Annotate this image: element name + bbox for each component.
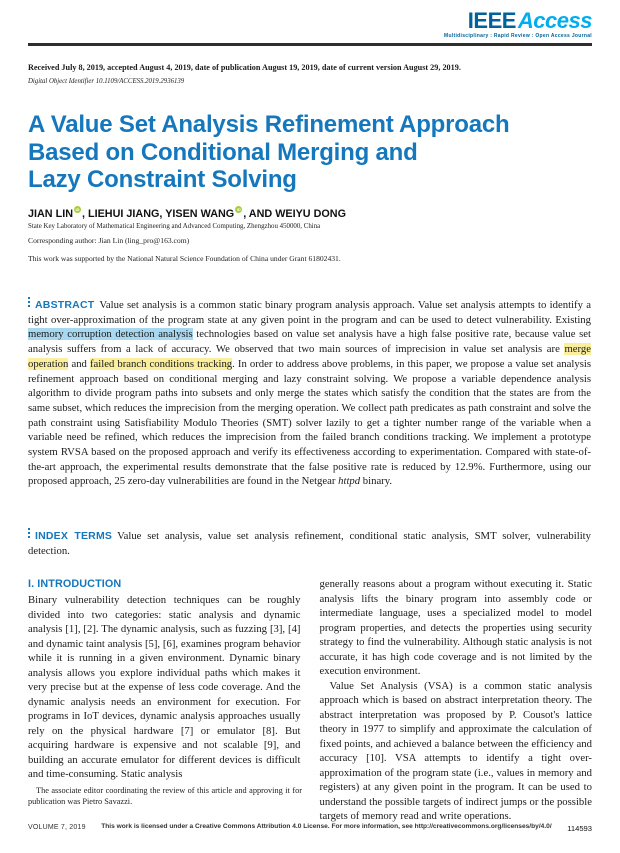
funding-note: This work was supported by the National Natural Science Foundation of China under Grant 61802431. xyxy=(28,254,341,263)
access-logo-text: Access xyxy=(517,8,592,33)
associate-editor-footnote: The associate editor coordinating the review of this article and approving it for publication was Pietro Savazzi. xyxy=(28,786,302,806)
ieee-logo-text: IEEE xyxy=(467,8,516,33)
author-separator: , AND xyxy=(243,208,276,220)
author-name: LIEHUI JIANG xyxy=(88,208,160,220)
index-terms-section xyxy=(28,528,591,558)
orcid-icon: iD xyxy=(75,207,80,212)
right-column xyxy=(320,577,593,824)
journal-tagline: Multidisciplinary : Rapid Review : Open Access Journal xyxy=(444,33,592,39)
author-line xyxy=(28,206,592,220)
title-line-1: A Value Set Analysis Refinement Approach xyxy=(28,111,510,138)
index-terms-text: Value set analysis, value set analysis refinement, conditional static analysis, SMT solver, vulnerability detection. xyxy=(28,530,591,557)
index-terms-label: INDEX TERMS xyxy=(35,530,113,542)
orcid-icon: iD xyxy=(236,207,241,212)
author-separator: , xyxy=(82,208,88,220)
author-name: WEIYU DONG xyxy=(275,208,346,220)
doi-line: Digital Object Identifier 10.1109/ACCESS.2019.2936139 xyxy=(28,78,185,85)
title-line-2: Based on Conditional Merging and xyxy=(28,138,418,166)
article-title xyxy=(28,111,568,194)
abstract-marker-icon xyxy=(28,297,30,309)
received-dates-line: Received July 8, 2019, accepted August 4, 2019, date of publication August 19, 2019, date of current version August 29, 2019. xyxy=(28,63,461,72)
masthead-rule xyxy=(28,43,592,46)
intro-paragraph-right-2: Value Set Analysis (VSA) is a common static analysis approach which is based on abstract interpretation theory. The abstract interpretation was proposed by P. Cousot's lattice theory in 1977 to simplify and approximate the calculation of fixed points, and achieved a balance between the efficiency and accuracy [10]. VSA attempts to identify a tight over-approximation of the program state (i.e., values in memory and registers) at any given point in the program. It can be used to understand the possible targets of indirect jumps or the possible targets of memory read and write operations. xyxy=(319,679,592,822)
title-line-3: Lazy Constraint Solving xyxy=(28,166,297,193)
abstract-label: ABSTRACT xyxy=(35,299,95,311)
index-terms-marker-icon xyxy=(28,528,30,540)
page-number: 114593 xyxy=(567,824,592,833)
license-note: This work is licensed under a Creative Commons Attribution 4.0 License. For more information, see http://creativecommons.org/licenses/by/4.0/ xyxy=(101,823,552,830)
abstract-paragraph xyxy=(28,297,591,489)
author-name: YISEN WANG xyxy=(165,208,235,220)
intro-paragraph-left: Binary vulnerability detection techniques can be roughly divided into two categories: static analysis and dynamic analysis [1], [2]. The dynamic analysis, such as fuzzing [3], [4] and dynamic taint analysis [5], [6], examines program behavior while it is running in a given environment. Dynamic binary analysis allows you explore individual paths which makes it very precise but at the expense of less code coverage. And the dynamic analysis needs an environment for execution. For programs in IoT devices, dynamic analysis approaches usually rely on the physical hardware [7] or emulator [8]. But acquiring hardware is expensive and not scalable [9], and building an accurate emulator for different devices is difficult and time-consuming. Static analysis xyxy=(28,594,301,780)
ieee-access-logo xyxy=(444,9,592,32)
page-footer xyxy=(28,824,592,833)
author-name: JIAN LIN xyxy=(28,208,73,220)
abstract-section xyxy=(28,297,591,489)
section-heading-introduction: I. INTRODUCTION xyxy=(28,578,122,590)
index-terms-paragraph xyxy=(28,528,591,558)
abstract-text: Value set analysis is a common static binary program analysis approach. Value set analysis attempts to identify a tight over-approximation of the program state at any given point in the program and can be used to detect vulnerability. Existing memory corruption detection analysis technologies based on value set analysis have a high false positive rate, because value set analysis suffers from a lack of accuracy. We observed that two main sources of imprecision in value set analysis are merge operation and failed branch conditions tracking. In order to address above problems, in this paper, we propose a value set analysis refinement approach based on conditional merging and lazy constraint solving. We propose a variable dependence analysis algorithm to divide program paths into subsets and only merge the states which satisfy the condition that the states are from the same subset, which reduces the imprecision from the merging operation. We collect path predicates as path constraint and solve the path constraint using Satisfiability Modulo Theories (SMT) solver lazily to get a tighter number range of the variable when a variable need be refined, which reduces the imprecision from the failed branch conditions tracking. We implement a prototype system RVSA based on the proposed approach and verify its effectiveness according to experimentation. Compared with state-of-the-art approach, the experimental results demonstrate that the false positive rate is reduced by 12.9%. Furthermore, using our proposed approach, 25 zero-day vulnerabilities are found in the Netgear httpd binary. xyxy=(28,299,591,488)
author-separator: , xyxy=(159,208,166,220)
intro-paragraph-right-1: generally reasons about a program without executing it. Static analysis lifts the binary program into assembly code or intermediate language, uses a specialized model to model program properties, and detects the properties using security strategy to find the vulnerability. Although static analysis is not accurate, it has high code coverage and is not limited by the execution environment. xyxy=(319,578,592,677)
volume-label: VOLUME 7, 2019 xyxy=(28,824,86,831)
corresponding-author-line: Corresponding author: Jian Lin (ling_pro@163.com) xyxy=(28,236,190,245)
author-block xyxy=(28,206,592,263)
journal-masthead xyxy=(444,9,592,39)
affiliation-line: State Key Laboratory of Mathematical Engineering and Advanced Computing, Zhengzhou 450000, China xyxy=(28,223,321,230)
